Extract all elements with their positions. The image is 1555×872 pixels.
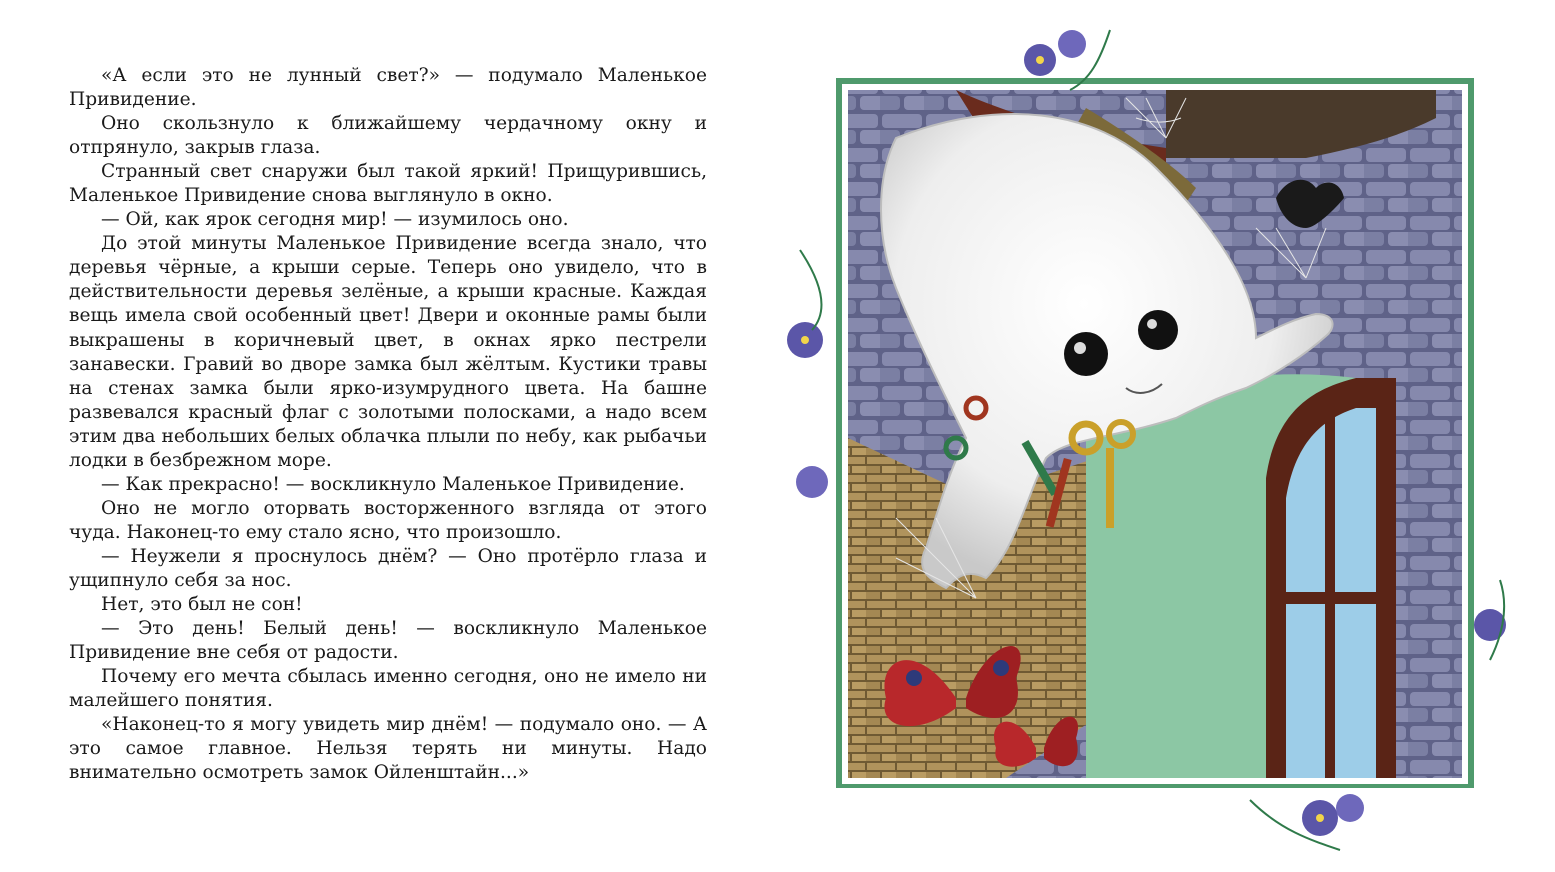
ghost-eye-right [1138,310,1178,350]
paragraph: Нет, это был не сон! [101,594,303,616]
paragraph: «А если это не лунный свет?» — подумало Маленькое Привидение. [69,65,707,111]
ghost-eye-left [1064,332,1108,376]
story-text [69,64,707,785]
paragraph: — Это день! Белый день! — воскликнуло Маленькое Привидение вне себя от радости. [69,618,707,664]
paragraph: Почему его мечта сбылась именно сегодня, оно не имело ни малейшего понятия. [69,666,707,712]
paragraph: — Как прекрасно! — воскликнуло Маленькое Привидение. [101,473,685,495]
violet-flower-icon [1302,794,1364,836]
paragraph: — Неужели я проснулось днём? — Оно протёрло глаза и ущипнуло себя за нос. [69,545,707,591]
ghost-illustration [836,78,1486,788]
violet-flower-icon [796,466,828,498]
illustration-canvas [836,78,1486,788]
paragraph: Странный свет снаружи был такой яркий! Прищурившись, Маленькое Привидение снова выглянуло в окно. [69,161,707,207]
paragraph: «Наконец-то я могу увидеть мир днём! — подумало оно. — А это самое главное. Нельзя терять ни минуты. Надо внимательно осмотреть замок Ойленштайн...» [69,714,707,784]
violet-flower-icon [1024,30,1086,76]
paragraph: Оно не могло оторвать восторженного взгляда от этого чуда. Наконец-то ему стало ясно, что произошло. [69,497,707,543]
violet-flower-icon [787,322,823,358]
paragraph: — Ой, как ярок сегодня мир! — изумилось оно. [101,209,569,231]
paragraph: Оно скользнуло к ближайшему чердачному окну и отпрянуло, закрыв глаза. [69,113,707,159]
paragraph: До этой минуты Маленькое Привидение всегда знало, что деревья чёрные, а крыши серые. Теперь оно увидело, что в действительности деревья зелёные, а крыши красные. Каждая вещь имела свой особенный цвет! Двери и оконные рамы были выкрашены в коричневый цвет, в окнах ярко пестрели занавески. Гравий во дворе замка был жёлтым. Кустики травы на стенах замка были ярко-изумрудного цвета. На башне развевался красный флаг с золотыми полосками, а надо всем этим два небольших белых облачка плыли по небу, как рыбачьи лодки в безбрежном море. [69,233,707,471]
